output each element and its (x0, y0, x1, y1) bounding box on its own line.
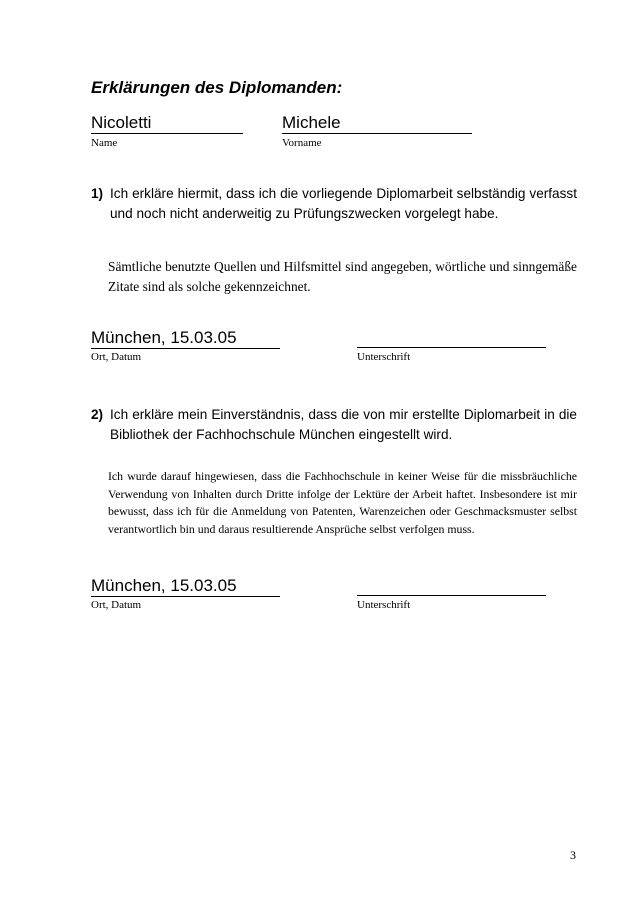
firstname-field (282, 113, 472, 134)
declaration-2-text (110, 405, 577, 445)
signature-label-2: Unterschrift (357, 599, 411, 611)
place-date-label-1: Ort, Datum (91, 351, 142, 363)
name-value: Nicoletti (91, 113, 152, 132)
declaration-2-note: Ich wurde darauf hingewiesen, dass die Fachhochschule in keiner Weise für die missbräuchliche Verwendung von Inhalten durch Dritte infolge der Lektüre der Arbeit haftet. Insbesondere ist mir bewusst, dass ich für die Anmeldung von Patenten, Warenzeichen oder Geschmacksmuster selbst verantwortlich bin und daraus resultierende Ansprüche selbst verfolgen muss. (108, 469, 577, 536)
declaration-1-text (110, 184, 577, 224)
declaration-1-number: 1) (91, 186, 104, 201)
signature-line-1 (357, 347, 546, 348)
place-date-field-1 (91, 328, 280, 349)
firstname-label: Vorname (282, 137, 322, 149)
declaration-2-body: Ich erkläre mein Einverständnis, dass die von mir erstellte Diplomarbeit in die Bibliothek der Fachhochschule München eingestellt wird. (110, 407, 577, 442)
declaration-1-note: Sämtliche benutzte Quellen und Hilfsmittel sind angegeben, wörtliche und sinngemäße Zitate sind als solche gekennzeichnet. (108, 259, 577, 294)
declaration-2-number: 2) (91, 407, 104, 422)
firstname-value: Michele (282, 113, 341, 132)
place-date-1: München, 15.03.05 (91, 328, 237, 347)
name-field (91, 113, 243, 134)
declaration-1-body: Ich erkläre hiermit, dass ich die vorliegende Diplomarbeit selbständig verfasst und noch nicht anderweitig zu Prüfungszwecken vorgelegt habe. (110, 186, 577, 221)
place-date-field-2 (91, 576, 280, 597)
signature-label-1: Unterschrift (357, 351, 411, 363)
page-number: 3 (570, 848, 576, 862)
signature-line-2 (357, 595, 546, 596)
page-title: Erklärungen des Diplomanden: (91, 78, 343, 97)
name-label: Name (91, 137, 118, 149)
place-date-2: München, 15.03.05 (91, 576, 237, 595)
place-date-label-2: Ort, Datum (91, 599, 142, 611)
